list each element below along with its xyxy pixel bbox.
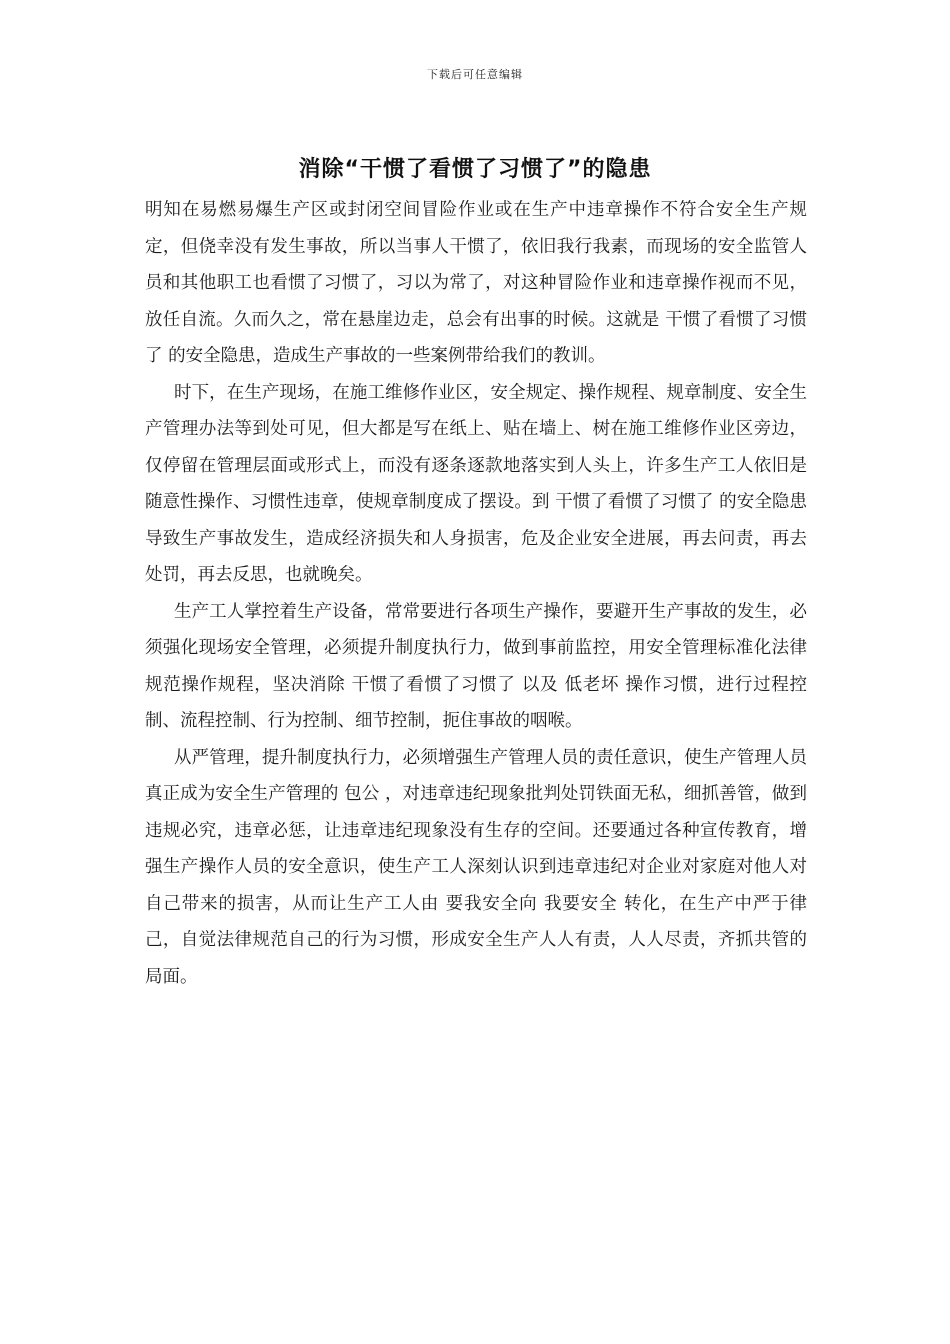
paragraph-3: 生产工人掌控着生产设备，常常要进行各项生产操作，要避开生产事故的发生，必须强化现场安全管理，必须提升制度执行力，做到事前监控，用安全管理标准化法律规范操作规程，坚决消除 干惯了看惯了习惯了 以及 低老坏 操作习惯，进行过程控制、流程控制、行为控制、细节控制，扼住事故的咽喉。 [145, 601, 807, 731]
document-title: 消除“干惯了看惯了习惯了”的隐患 [298, 157, 652, 182]
paragraph-4: 从严管理，提升制度执行力，必须增强生产管理人员的责任意识，使生产管理人员真正成为安全生产管理的 包公 ，对违章违纪现象批判处罚铁面无私，细抓善管，做到违规必究，违章必惩，让违章违纪现象没有生存的空间。还要通过各种宣传教育，增强生产操作人员的安全意识，使生产工人深刻认识到违章违纪对企业对家庭对他人对自己带来的损害，从而让生产工人由 要我安全向 我要安全 转化，在生产中严于律己，自觉法律规范自己的行为习惯，形成安全生产人人有责，人人尽责，齐抓共管的局面。 [145, 747, 807, 987]
paragraph-2: 时下，在生产现场，在施工维修作业区，安全规定、操作规程、规章制度、安全生产管理办法等到处可见，但大都是写在纸上、贴在墙上、树在施工维修作业区旁边，仅停留在管理层面或形式上，而没有逐条逐款地落实到人头上，许多生产工人依旧是随意性操作、习惯性违章，使规章制度成了摆设。到 干惯了看惯了习惯了 的安全隐患导致生产事故发生，造成经济损失和人身损害，危及企业安全进展，再去问责，再去处罚，再去反思，也就晚矣。 [145, 382, 807, 585]
paragraph-1: 明知在易燃易爆生产区或封闭空间冒险作业或在生产中违章操作不符合安全生产规定，但侥幸没有发生事故，所以当事人干惯了，依旧我行我素，而现场的安全监管人员和其他职工也看惯了习惯了，习以为常了，对这种冒险作业和违章操作视而不见，放任自流。久而久之，常在悬崖边走，总会有出事的时候。这就是 干惯了看惯了习惯了 的安全隐患，造成生产事故的一些案例带给我们的教训。 [145, 200, 807, 366]
header-note: 下载后可任意编辑 [427, 68, 523, 81]
document-body [145, 192, 807, 995]
